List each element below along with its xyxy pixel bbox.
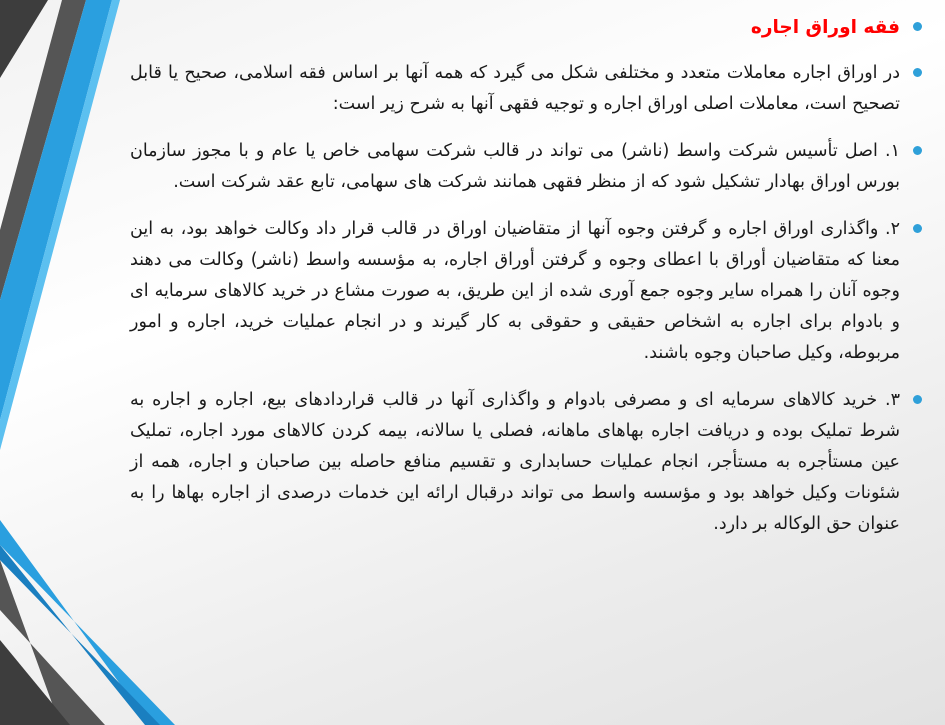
paragraph-intro: در اوراق اجاره معاملات متعدد و مختلفی شکل می گیرد که همه آنها بر اساس فقه اسلامی، صحیح یا قابل تصحیح است، معاملات اصلی اوراق اجاره و توجیه فقهی آنها به شرح زیر است: [130, 63, 900, 114]
slide-content [130, 12, 922, 540]
bullet-item-2 [130, 214, 922, 369]
stripe-dark-top-outer [0, 0, 48, 78]
bullet-item-3 [130, 385, 922, 540]
bullet-intro [130, 58, 922, 120]
bullet-item-1 [130, 136, 922, 198]
slide-title: فقه اوراق اجاره [750, 17, 900, 38]
bullet-dot-icon [913, 224, 922, 233]
bullet-dot-icon [913, 146, 922, 155]
paragraph-item-3: ۳. خرید کالاهای سرمایه ای و مصرفی بادوام و واگذاری آنها در قالب قراردادهای بیع، اجاره و اجاره به شرط تملیک بوده و دریافت اجاره بهاهای ماهانه، فصلی یا سالانه، بیمه کردن کالاهای مورد اجاره، تملیک عین مستأجره به مستأجر، انجام عملیات حسابداری و تقسیم منافع حاصله بین صاحبان و اجاره، همه از شئونات وکیل خواهد بود و مؤسسه واسط می تواند درقبال ارائه این خدمات درصدی از اجاره بهاها را به عنوان حق الوکاله بر دارد. [130, 390, 900, 534]
paragraph-item-1: ۱. اصل تأسیس شرکت واسط (ناشر) می تواند در قالب شرکت سهامی خاص یا عام و با مجوز سازمان بورس اوراق بهادار تشکیل شود که از منظر فقهی همانند شرکت های سهامی، تابع عقد شرکت است. [130, 141, 900, 192]
paragraph-item-2: ۲. واگذاری اوراق اجاره و گرفتن وجوه آنها از متقاضیان اوراق در قالب قرار داد وکالت خواهد بود، به این معنا که متقاضیان أوراق با اعطای وجوه و گرفتن أوراق اجاره، به مؤسسه واسط (ناشر) وکالت می دهند وجوه آنان را همراه سایر وجوه جمع آوری شده از این طریق، به صورت مشاع در خرید کالاهای سرمایه ای و بادوام برای اجاره به اشخاص حقیقی و حقوقی به کار گیرند و در انجام عملیات خرید، اجاره و امور مربوطه، وکیل صاحبان وجوه باشند. [130, 219, 900, 363]
bullet-dot-icon [913, 22, 922, 31]
bullet-dot-icon [913, 68, 922, 77]
bullet-dot-icon [913, 395, 922, 404]
bullet-title [130, 12, 922, 44]
